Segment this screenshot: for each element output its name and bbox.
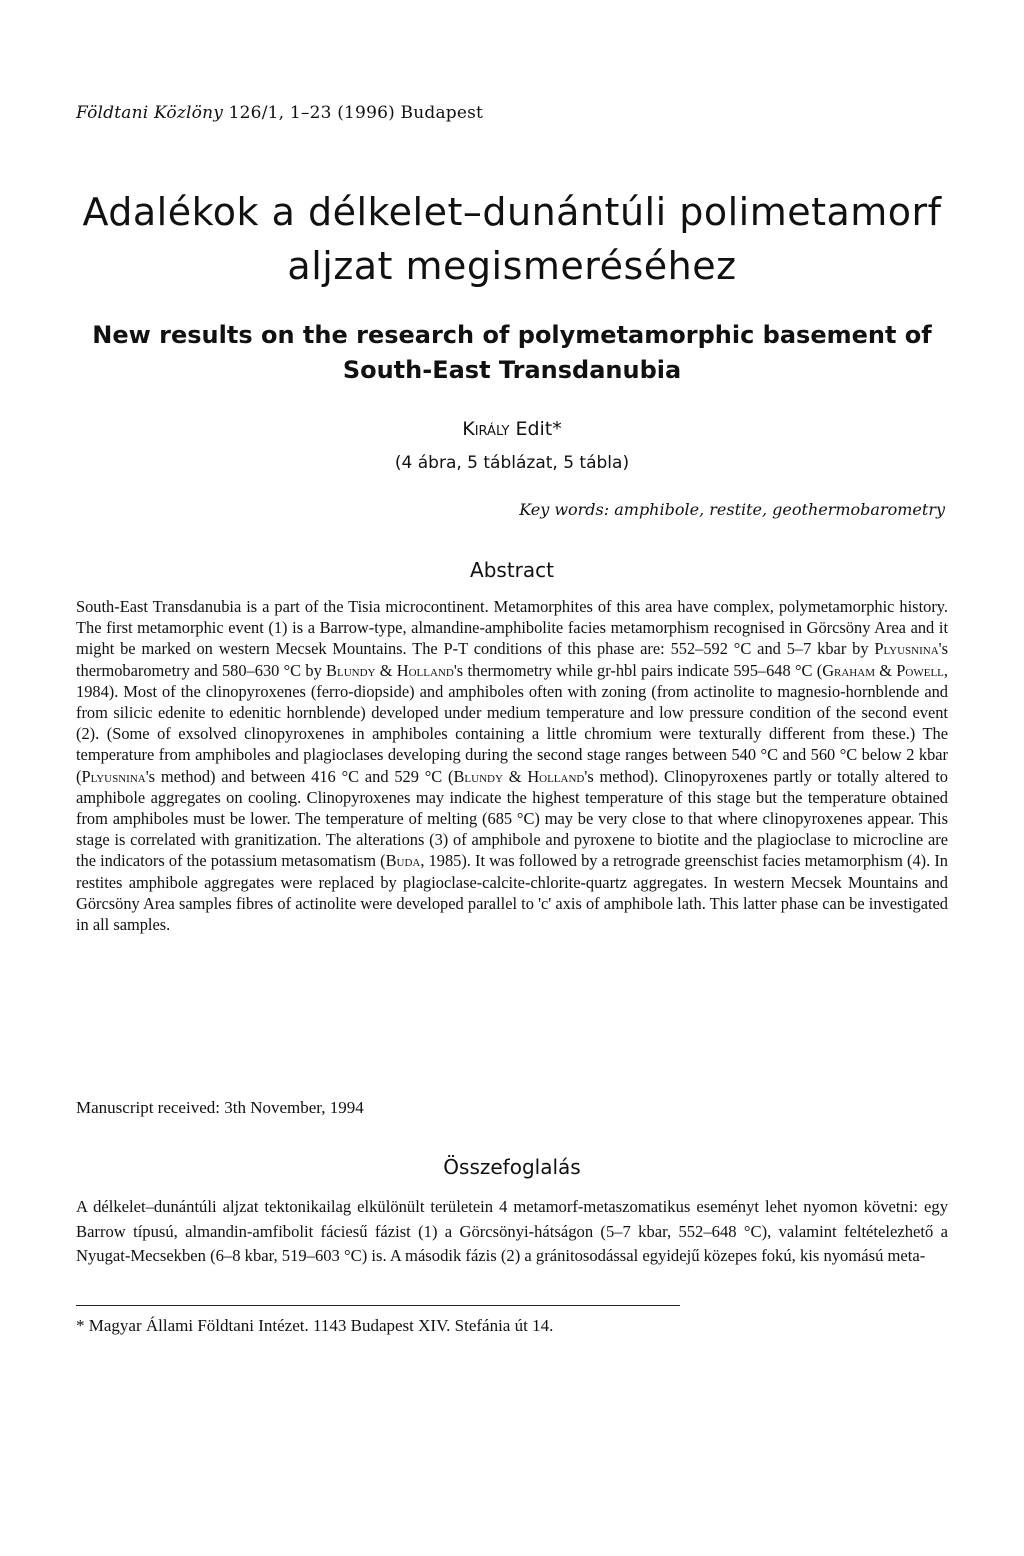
running-head [76,103,483,123]
title-english [0,318,1024,388]
author-family-name: Király [462,418,510,440]
footnote-rule [76,1305,680,1306]
figures-note: (4 ábra, 5 táblázat, 5 tábla) [394,453,630,473]
author-citation: Blundy [453,766,503,786]
author-citation: Plyusnina [81,766,146,786]
summary-heading: Összefoglalás [443,1155,581,1179]
author-citation: Powell [896,660,944,680]
abstract-text [76,596,948,935]
author-given-name: Edit* [509,418,562,440]
author-citation: Buda [385,851,421,871]
author-citation: Blundy [326,660,376,680]
footnote: * Magyar Állami Földtani Intézet. 1143 Budapest XIV. Stefánia út 14. [76,1316,554,1335]
keywords: Key words: amphibole, restite, geothermobarometry [519,500,945,519]
title-english-line-1: New results on the research of polymetamorphic basement of [92,321,932,349]
title-hungarian-line-2: aljzat megismeréséhez [287,244,737,288]
title-hungarian-line-1: Adalékok a délkelet–dunántúli polimetamorf [82,190,942,234]
journal-citation: 126/1, 1–23 (1996) Budapest [223,103,484,123]
author-citation: Plyusnina [874,639,939,659]
abstract-segment: 's method). Clinopyroxenes partly or totally altered to amphibole aggregates on cooling. Clinopyroxenes may indicate the highest temperature of this stage but the temperature obtained from amphiboles must be lower. The temperature of melting (685 °C) may be very close to that where clinopyroxenes appear. This stage is correlated with granitization. The alterations (3) of amphibole and pyroxene to biotite and the plagioclase to microcline are the indicators of the potassium metasomatism ( [76,766,948,871]
abstract-segment: 's method) and between 416 °C and 529 °C ( [145,766,454,786]
abstract-segment: & [502,766,528,786]
journal-name: Földtani Közlöny [76,103,224,123]
abstract-segment: South-East Transdanubia is a part of the Tisia microcontinent. Metamorphites of this area have complex, polymetamorphic history. The first metamorphic event (1) is a Barrow-type, almandine-amphibolite facies metamorphism recognised in Görcsöny Area and it might be marked on western Mecsek Mountains. The P-T conditions of this phase are: 552–592 °C and 5–7 kbar by [76,597,948,659]
abstract-segment: & [375,660,397,680]
author-citation: Holland [396,660,454,680]
manuscript-received: Manuscript received: 3th November, 1994 [76,1098,364,1117]
author-citation: Graham [822,660,875,680]
title-hungarian [0,185,1024,293]
abstract-segment: , 1984). Most of the clinopyroxenes (ferro-diopside) and amphiboles often with zoning (from actinolite to magnesio-hornblende and from silicic edenite to edenitic hornblende) developed under medium temperature and low pressure condition of the second event (2). (Some of exsolved clinopyroxenes in amphiboles containing a little chromium were texturally different from these.) The temperature from amphiboles and plagioclases developing during the second stage ranges between 540 °C and 560 °C below 2 kbar ( [76,660,948,786]
abstract-segment: , 1985). It was followed by a retrograde greenschist facies metamorphism (4). In restites amphibole aggregates were replaced by plagioclase-calcite-chlorite-quartz aggregates. In western Mecsek Mountains and Görcsöny Area samples fibres of actinolite were developed parallel to 'c' axis of amphibole lath. This latter phase can be investigated in all samples. [76,851,948,935]
abstract-segment: 's thermometry while gr-hbl pairs indicate 595–648 °C ( [453,660,823,680]
abstract-segment: 's thermobarometry and 580–630 °C by [76,639,948,680]
title-english-line-2: South-East Transdanubia [342,356,682,384]
abstract-heading: Abstract [470,558,554,582]
summary-text: A délkelet–dunántúli aljzat tektonikailag elkülönült területein 4 metamorf-metaszomatikus eseményt lehet nyomon követni: egy Barrow típusú, almandin-amfibolit fáciesű fázist (1) a Görcsönyi-hátságon (5–7 kbar, 552–648 °C), valamint feltételezhető a Nyugat-Mecsekben (6–8 kbar, 519–603 °C) is. A második fázis (2) a gránitosodással egyidejű közepes fokú, kis nyomású meta- [76,1197,948,1265]
author [0,418,1024,440]
abstract-segment: & [874,660,897,680]
author-citation: Holland [527,766,585,786]
